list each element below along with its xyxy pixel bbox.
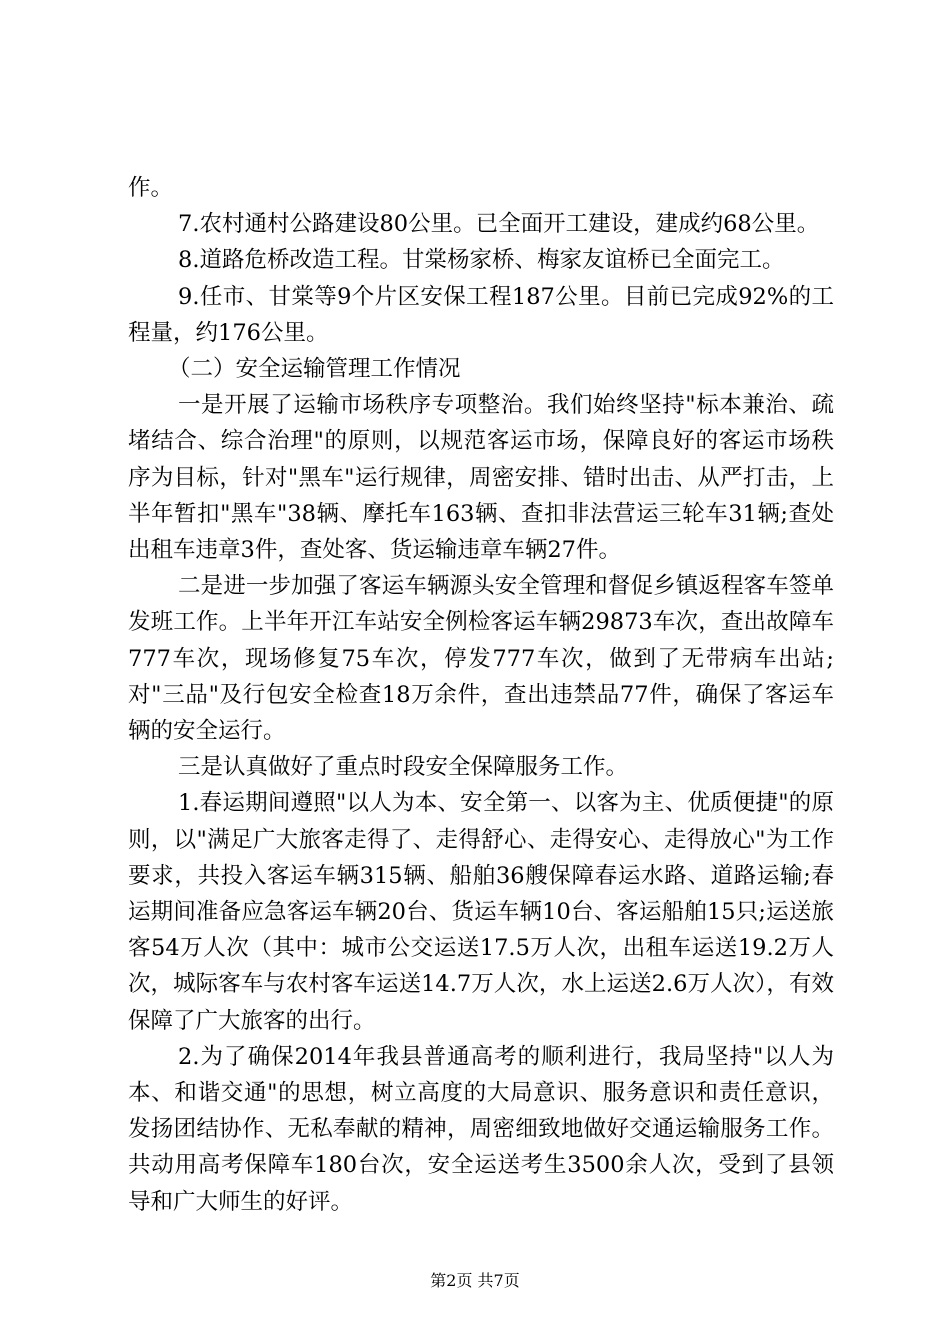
section-heading: （二）安全运输管理工作情况 xyxy=(168,356,461,383)
paragraph-item-8: 8.道路危桥改造工程。甘棠杨家桥、梅家友谊桥已全面完工。 xyxy=(178,247,785,274)
page-number-footer: 第2页 共7页 xyxy=(430,1271,520,1290)
document-body xyxy=(128,170,834,1220)
paragraph-spring-festival: 1.春运期间遵照"以人为本、安全第一、以客为主、优质便捷"的原则，以"满足广大旅客走得了、走得舒心、走得安心、走得放心"为工作要求，共投入客运车辆315辆、船舶36艘保障春运水路、道路运输;春运期间准备应急客运车辆20台、货运车辆10台、客运船舶15只;运送旅客54万人次（其中：城市公交运送17.5万人次，出租车运送19.2万人次，城际客车与农村客车运送14.7万人次，水上运送2.6万人次），有效保障了广大旅客的出行。 xyxy=(128,790,834,1034)
paragraph-item-7: 7.农村通村公路建设80公里。已全面开工建设，建成约68公里。 xyxy=(178,211,820,238)
paragraph-item-9: 9.任市、甘棠等9个片区安保工程187公里。目前已完成92%的工程量，约176公里。 xyxy=(128,283,834,346)
paragraph-vehicle-safety: 二是进一步加强了客运车辆源头安全管理和督促乡镇返程客车签单发班工作。上半年开江车站安全例检客运车辆29873车次，查出故障车777车次，现场修复75车次，停发777车次，做到了无带病车出站;对"三品"及行包安全检查18万余件，查出违禁品77件，确保了客运车辆的安全运行。 xyxy=(128,573,834,745)
paragraph-college-exam: 2.为了确保2014年我县普通高考的顺利进行，我局坚持"以人为本、和谐交通"的思想，树立高度的大局意识、服务意识和责任意识，发扬团结协作、无私奉献的精神，周密细致地做好交通运输服务工作。共动用高考保障车180台次，安全运送考生3500余人次，受到了县领导和广大师生的好评。 xyxy=(128,1043,834,1215)
paragraph-continuation: 作。 xyxy=(128,175,174,201)
paragraph-key-periods: 三是认真做好了重点时段安全保障服务工作。 xyxy=(178,754,629,781)
paragraph-market-rectification: 一是开展了运输市场秩序专项整治。我们始终坚持"标本兼治、疏堵结合、综合治理"的原则，以规范客运市场，保障良好的客运市场秩序为目标，针对"黑车"运行规律，周密安排、错时出击、从严打击，上半年暂扣"黑车"38辆、摩托车163辆、查扣非法营运三轮车31辆;查处出租车违章3件，查处客、货运输违章车辆27件。 xyxy=(128,392,834,564)
